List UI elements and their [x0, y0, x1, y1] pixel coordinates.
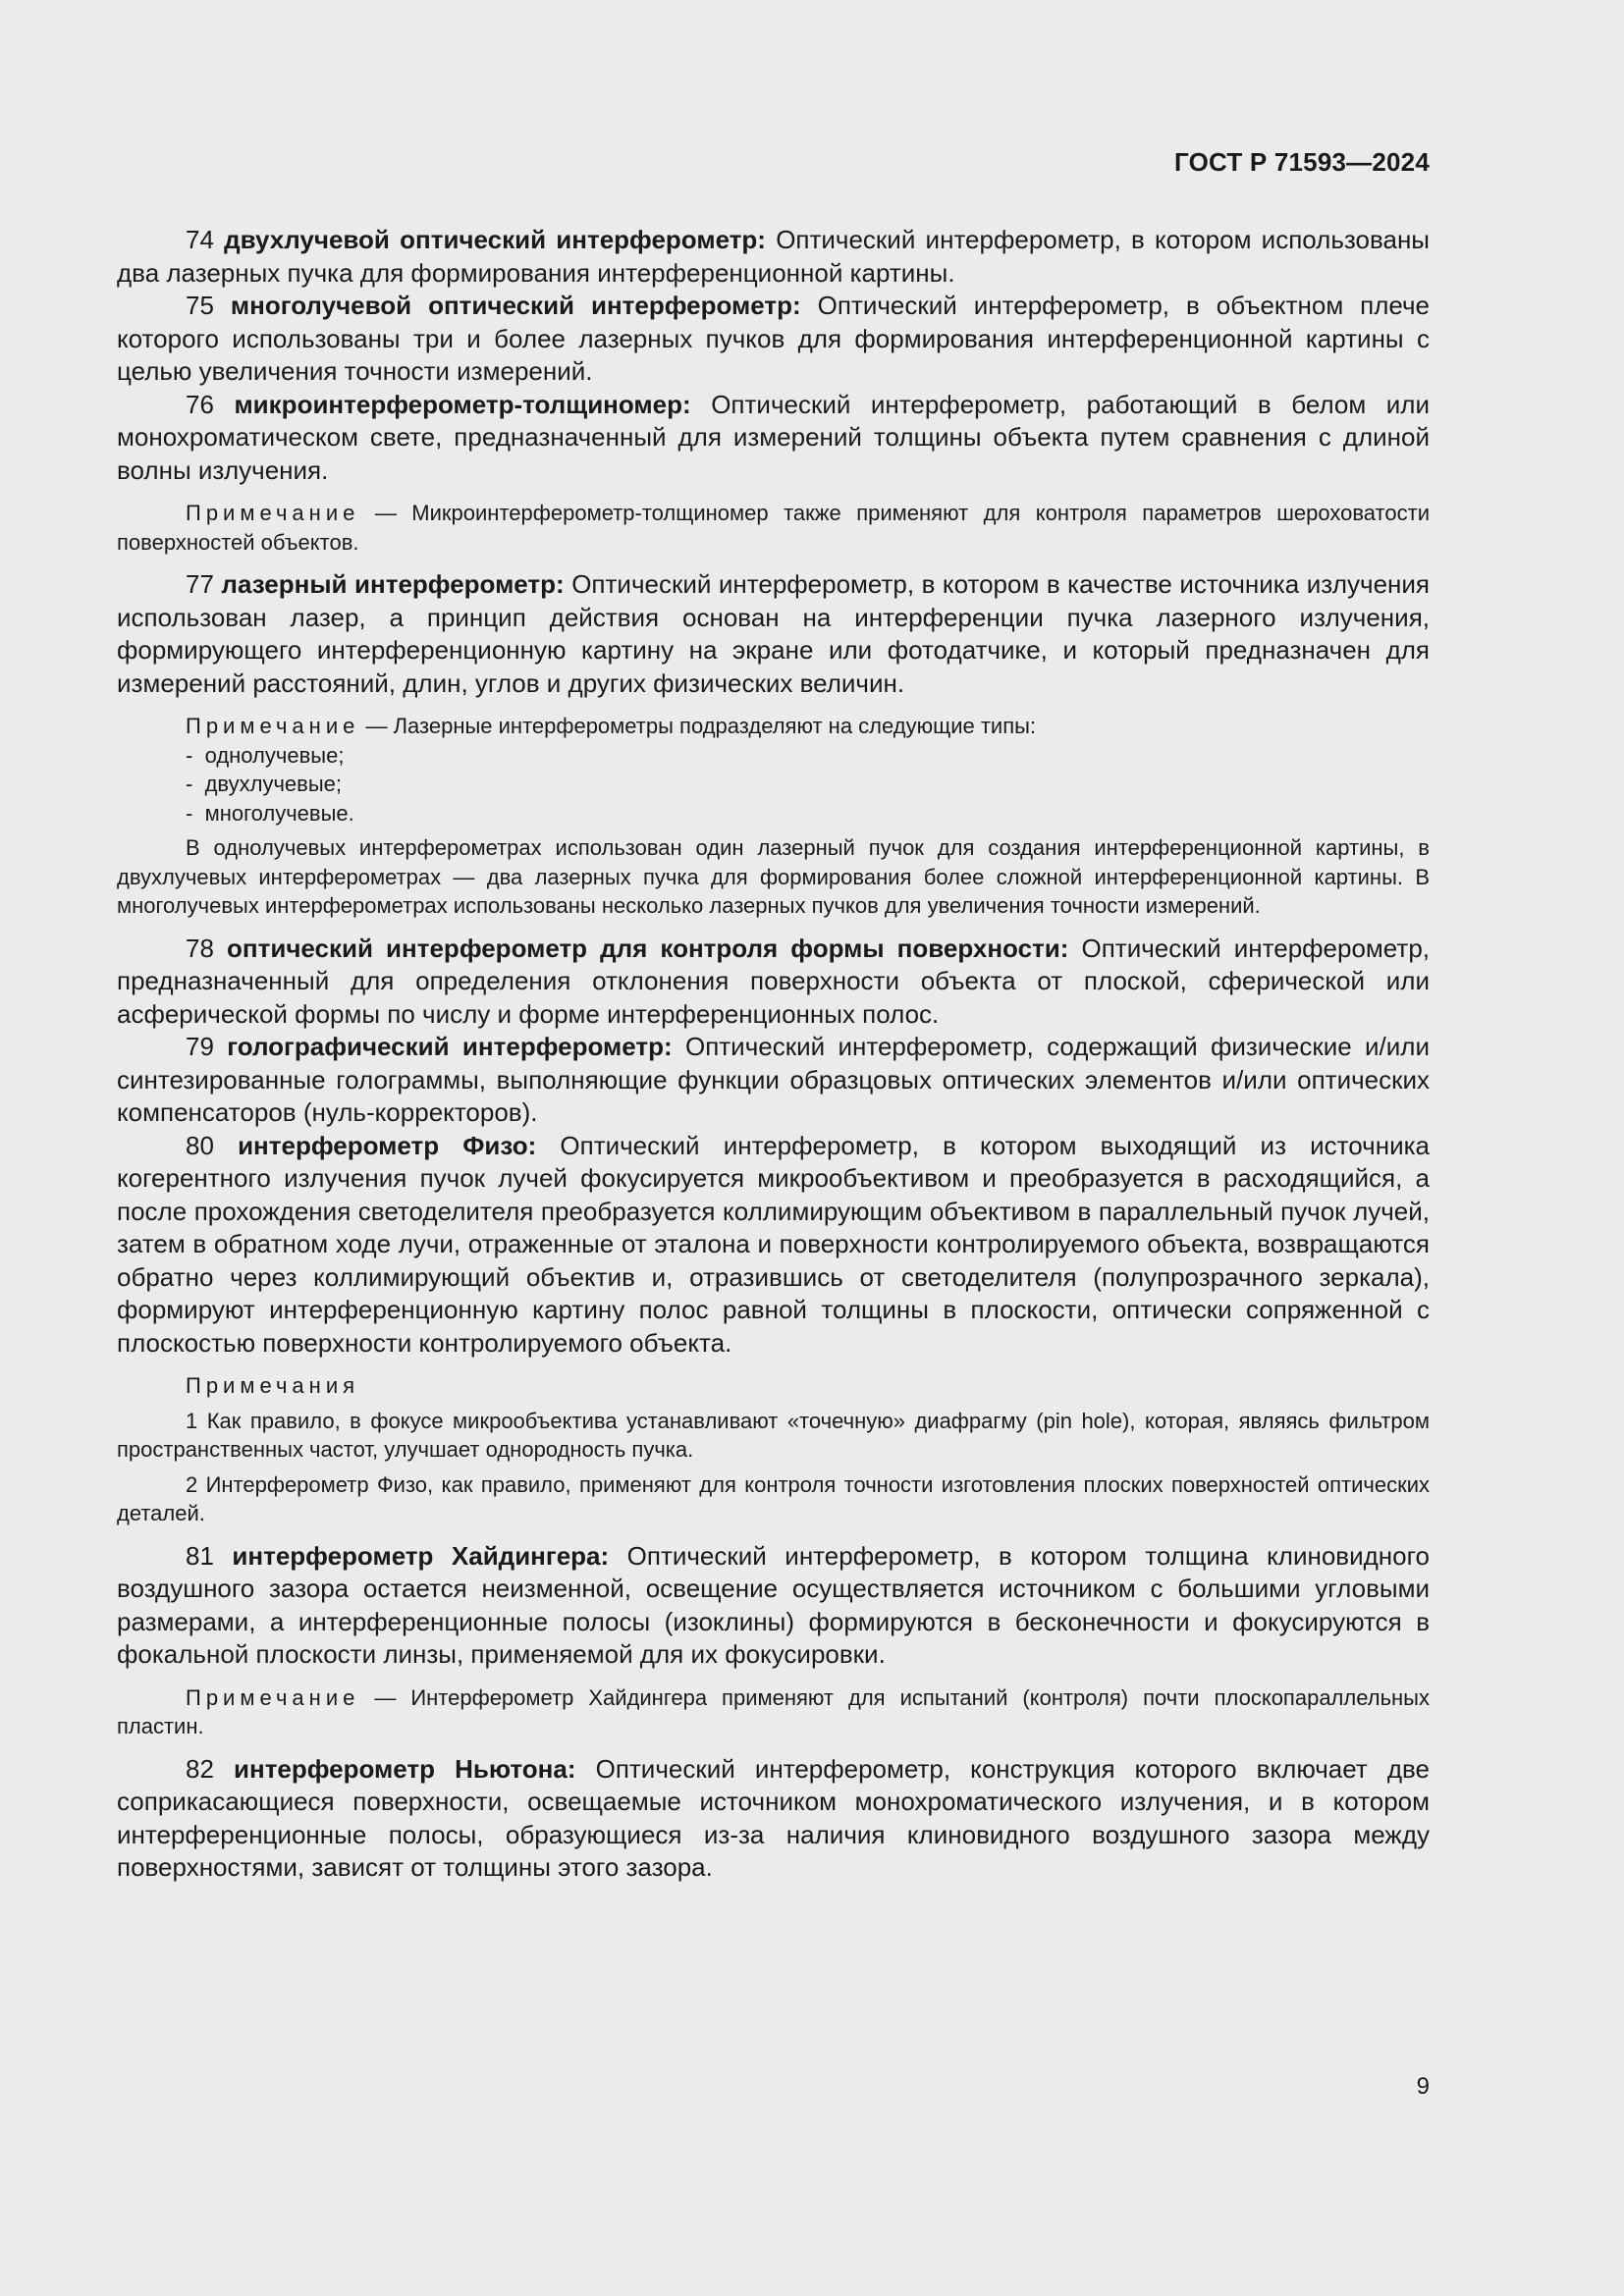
document-body: [117, 224, 1430, 1885]
term-82: 82 интерферометр Ньютона: Оптический интерферометр, конструкция которого включает две соприкасающиеся поверхности, освещаемые источником монохроматического излучения, и в котором интерференционные полосы, образующиеся из-за наличия клиновидного воздушного зазора между поверхностями, зависят от толщины этого зазора.: [117, 1753, 1430, 1882]
list-item: - двухлучевые;: [186, 770, 1430, 799]
term-75: 75 многолучевой оптический интерферометр: Оптический интерферометр, в объектном плече которого использованы три и более лазерных пучков для формирования интерференционной картины с целью увеличения точности измерений.: [117, 291, 1431, 386]
term-74: 74 двухлучевой оптический интерферометр: Оптический интерферометр, в котором использованы два лазерных пучка для формирования интерференционной картины.: [117, 225, 1430, 288]
note-77-list: [117, 741, 1430, 828]
note-81: Примечание — Интерферометр Хайдингера применяют для испытаний (контроля) почти плоскопараллельных пластин.: [117, 1684, 1430, 1738]
note-80-1: 1 Как правило, в фокусе микрообъектива устанавливают «точечную» диафрагму (pin hole), которая, являясь фильтром пространственных частот, улучшает однородность пучка.: [117, 1408, 1430, 1462]
term-80: 80 интерферометр Физо: Оптический интерферометр, в котором выходящий из источника когерентного излучения пучок лучей фокусируется микрообъективом и преобразуется в расходящийся, а после прохождения светоделителя преобразуется коллимирующим объективом в параллельный пучок лучей, затем в обратном ходе лучи, отраженные от эталона и поверхности контролируемого объекта, возвращаются обратно через коллимирующий объектив и, отразившись от светоделителя (полупрозрачного зеркала), формируют интерференционную картину полос равной толщины в плоскости, оптически сопряженной с плоскостью поверхности контролируемого объекта.: [117, 1130, 1430, 1358]
term-79: 79 голографический интерферометр: Оптический интерферометр, содержащий физические и/или синтезированные голограммы, выполняющие функции образцовых оптических элементов и/или оптических компенсаторов (нуль-корректоров).: [117, 1032, 1430, 1127]
term-76: 76 микроинтерферометр-толщиномер: Оптический интерферометр, работающий в белом или монохроматическом свете, предназначенный для измерений толщины объекта путем сравнения с длиной волны излучения.: [117, 389, 1430, 485]
term-78: 78 оптический интерферометр для контроля формы поверхности: Оптический интерферометр, предназначенный для определения отклонения поверхности объекта от плоской, сферической или асферической формы по числу и форме интерференционных полос.: [117, 933, 1430, 1029]
note-76: Примечание — Микроинтерферометр-толщиномер также применяют для контроля параметров шероховатости поверхностей объектов.: [117, 501, 1430, 555]
list-item: - многолучевые.: [186, 799, 1430, 828]
page-number: 9: [1416, 2073, 1430, 2100]
notes-80-label: Примечания: [186, 1373, 360, 1398]
term-77: 77 лазерный интерферометр: Оптический интерферометр, в котором в качестве источника излучения использован лазер, а принцип действия основан на интерференции пучка лазерного излучения, формирующего интерференционную картину на экране или фотодатчике, и который предназначен для измерений расстояний, длин, углов и других физических величин.: [117, 569, 1430, 698]
term-81: 81 интерферометр Хайдингера: Оптический интерферометр, в котором толщина клиновидного воздушного зазора остается неизменной, освещение осуществляется источником с большими угловыми размерами, а интерференционные полосы (изоклины) формируются в бесконечности и фокусируются в фокальной плоскости линзы, применяемой для их фокусировки.: [117, 1540, 1430, 1669]
list-item: - однолучевые;: [186, 741, 1430, 771]
note-77: Примечание — Лазерные интерферометры подразделяют на следующие типы:: [186, 714, 1037, 738]
note-77-paragraph: В однолучевых интерферометрах использован один лазерный пучок для создания интерференционной картины, в двухлучевых интерферометрах — два лазерных пучка для формирования более сложной интерференционной картины. В многолучевых интерферометрах использованы несколько лазерных пучков для увеличения точности измерений.: [117, 835, 1430, 918]
note-80-2: 2 Интерферометр Физо, как правило, применяют для контроля точности изготовления плоских поверхностей оптических деталей.: [117, 1471, 1430, 1525]
standard-header: ГОСТ Р 71593—2024: [1174, 147, 1430, 177]
